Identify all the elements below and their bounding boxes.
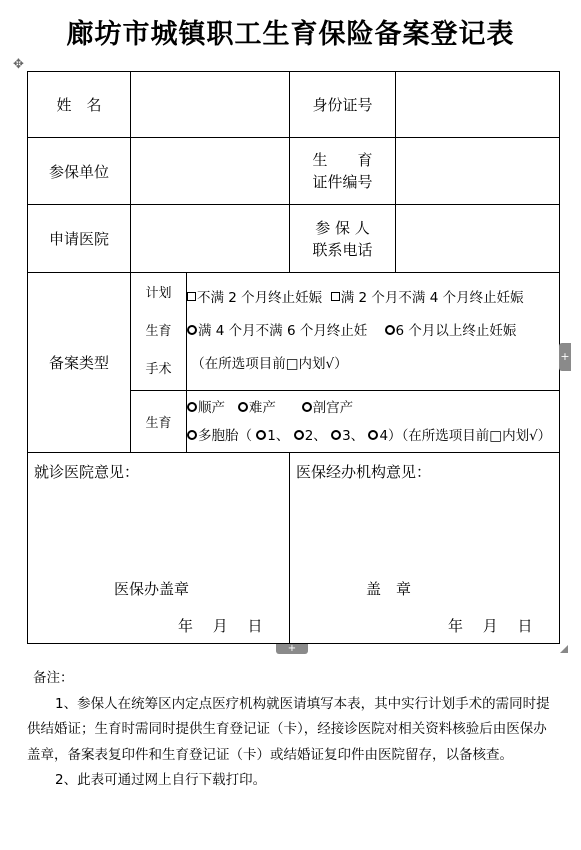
radio-icon [331, 430, 341, 440]
radio-icon [294, 430, 304, 440]
agency-stamp-label: 盖 章 [366, 580, 412, 598]
family-planning-label-2: 生育 [145, 323, 172, 339]
childbirth-label: 生育 [131, 391, 187, 453]
plus-icon[interactable]: + [559, 343, 571, 371]
option-4to6m[interactable] [187, 323, 367, 339]
phone-label-line2: 联系电话 [312, 240, 373, 259]
radio-icon [385, 325, 395, 335]
registration-table [27, 71, 560, 644]
hospital-opinion-cell[interactable] [28, 453, 290, 644]
option-n1-label: 1、 [267, 427, 290, 444]
move-handle-icon[interactable]: ✥ [13, 57, 24, 72]
option-4to6m-label: 满 4 个月不满 6 个月终止妊 [198, 323, 368, 339]
checkbox-icon [187, 292, 196, 301]
option-n1[interactable] [256, 428, 289, 444]
option-cesarean-label: 剖宫产 [312, 399, 354, 416]
option-multiple-label: 多胞胎（ [198, 427, 252, 444]
family-planning-options [187, 273, 560, 391]
option-cesarean[interactable] [302, 400, 354, 416]
phone-field[interactable] [396, 205, 560, 273]
hospital-opinion-label: 就诊医院意见： [34, 463, 140, 481]
childbirth-options [187, 391, 560, 453]
option-lt2m-label: 不满 2 个月终止妊娠 [197, 290, 323, 306]
row-hospital [28, 205, 560, 273]
phone-label-line1: 参 保 人 [315, 218, 370, 237]
option-natural[interactable] [187, 400, 225, 416]
agency-date: 年 月 日 [448, 617, 533, 635]
option-n2[interactable] [294, 428, 327, 444]
phone-label [290, 205, 396, 273]
form-title: 廊坊市城镇职工生育保险备案登记表 [66, 19, 515, 50]
note-item-2: 2、此表可通过网上自行下载打印。 [55, 772, 267, 788]
id-number-label: 身份证号 [290, 72, 396, 138]
birth-cert-label-line2: 证件编号 [312, 173, 373, 191]
selection-note: （在所选项目前□内划√） [191, 356, 348, 372]
notes-section [27, 666, 557, 794]
employer-field[interactable] [131, 138, 290, 205]
hospital-label: 申请医院 [28, 205, 131, 273]
checkbox-icon [331, 292, 340, 301]
radio-icon [368, 430, 378, 440]
radio-icon [256, 430, 266, 440]
option-n2-label: 2、 [304, 427, 327, 444]
resize-corner-icon[interactable] [560, 645, 568, 653]
option-2to4m[interactable] [331, 290, 524, 306]
birth-cert-field[interactable] [396, 138, 560, 205]
option-difficult-label: 难产 [248, 399, 276, 416]
plus-icon[interactable]: + [276, 644, 308, 654]
notes-heading: 备注： [33, 670, 74, 686]
note-item-1: 1、参保人在统筹区内定点医疗机构就医请填写本表，其中实行计划手术的需同时提供结婚证；生育时需同时提供生育登记证（卡），经接诊医院对相关资料核验后由医保办盖章，备案表复印件和生育登记证（卡）或结婚证复印件由医院留存，以备核查。 [27, 695, 550, 763]
option-n3[interactable] [331, 428, 364, 444]
radio-icon [302, 402, 312, 412]
row-opinions [28, 453, 560, 644]
hospital-stamp-label: 医保办盖章 [114, 580, 190, 598]
option-lt2m[interactable] [187, 290, 322, 306]
employer-label: 参保单位 [28, 138, 131, 205]
option-6mplus-label: 6 个月以上终止妊娠 [395, 323, 517, 339]
option-6mplus[interactable] [385, 323, 517, 339]
option-multiple[interactable] [187, 428, 252, 444]
option-n3-label: 3、 [342, 427, 365, 444]
agency-opinion-cell[interactable] [290, 453, 560, 644]
hospital-field[interactable] [131, 205, 290, 273]
row-employer [28, 138, 560, 205]
option-difficult[interactable] [238, 400, 276, 416]
hospital-date: 年 月 日 [178, 617, 263, 635]
option-2to4m-label: 满 2 个月不满 4 个月终止妊娠 [340, 290, 524, 306]
row-name [28, 72, 560, 138]
name-field[interactable] [131, 72, 290, 138]
radio-icon [238, 402, 248, 412]
option-n4-label: 4） [379, 427, 402, 444]
childbirth-note: （在所选项目前□内划√） [401, 427, 552, 444]
agency-opinion-label: 医保经办机构意见： [296, 463, 432, 481]
radio-icon [187, 402, 197, 412]
family-planning-label-1: 计划 [145, 285, 172, 301]
option-natural-label: 顺产 [198, 399, 225, 416]
record-type-label: 备案类型 [28, 273, 131, 453]
id-number-field[interactable] [396, 72, 560, 138]
name-label: 姓 名 [28, 72, 131, 138]
radio-icon [187, 325, 197, 335]
radio-icon [187, 430, 197, 440]
birth-cert-label-line1: 生 育 [312, 151, 373, 169]
row-family-planning [28, 273, 560, 391]
family-planning-label [131, 273, 187, 391]
option-n4[interactable] [368, 428, 401, 444]
family-planning-label-3: 手术 [145, 361, 172, 377]
birth-cert-label [290, 138, 396, 205]
